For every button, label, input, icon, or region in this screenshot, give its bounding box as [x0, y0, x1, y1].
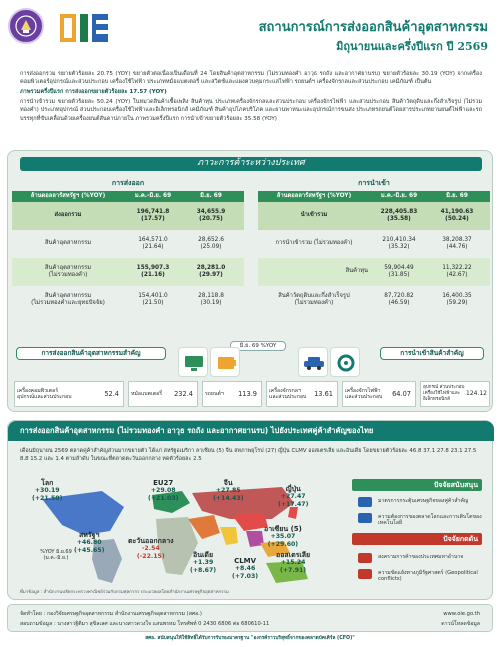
markets-text: เดือนมิถุนายน 2569 ตลาดคู่ค้าสำคัญส่วนมากขยายตัว ได้แก่ สหรัฐอเมริกา ลาเซียน (5) จีน สหภาพยุโรป (27) ญี่ปุ่น CLMV ออสเตรเลีย และอินเดีย โดยขยายตัวร้อยละ 46.8 37.1 27.8 23.1 27.5 8.8 15.2 และ 1.4 ตามลำดับ ในขณะที่ตลาดตะวันออกกลาง หดตัวร้อยละ 2.5 — [20, 448, 477, 463]
row-value-ytd: 164,571.0 (21.64) — [138, 236, 168, 250]
good-value: 124.12 — [466, 390, 487, 398]
market-china: จีน +27.85 (+14.43) — [213, 479, 244, 502]
good-name: อุปกรณ์ ส่วนประกอบ เครื่องใช้ไฟฟ้าและอิเล็กทรอนิกส์ — [423, 385, 465, 402]
import-row — [258, 202, 490, 230]
import-good-electronics — [420, 381, 490, 407]
risk-item: สงครามการค้าของประเทศมหาอำนาจ — [378, 554, 464, 560]
row-value-ytd: 155,907.3 (21.16) — [136, 264, 170, 278]
support-head: ปัจจัยสนับสนุน — [352, 479, 482, 491]
row-label: การนำเข้ารวม (ไม่รวมทองคำ) — [275, 240, 353, 247]
row-value-month: 34,655.9 (20.75) — [196, 208, 226, 222]
trade-title-bar — [20, 157, 482, 171]
yoy-legend: มิ.ย. 69 %YOY — [230, 341, 286, 351]
row-label: สินค้าอุตสาหกรรม (ไม่รวมทองคำและยุทธปัจจัย) — [31, 292, 105, 306]
import-good-electrical — [342, 381, 416, 407]
row-label: สินค้าทุน — [345, 268, 368, 275]
market-japan: ญี่ปุ่น +27.47 (+17.47) — [278, 485, 309, 508]
summary-export-half: ภาพรวมครึ่งปีแรก การส่งออกขยายตัวร้อยละ 17.57 (YOY) — [20, 89, 167, 96]
export-col2: มิ.ย. 69 — [200, 192, 222, 199]
import-goods-label: การนำเข้าสินค้าสำคัญ — [380, 347, 484, 360]
import-row — [258, 258, 490, 286]
import-table — [258, 179, 490, 314]
trade-title: ภาวะการค้าระหว่างประเทศ — [197, 158, 305, 168]
computer-icon — [178, 347, 208, 377]
good-name: หม้อแบตเตอรี่ — [131, 390, 163, 397]
trade-section — [7, 150, 493, 412]
export-col1: ม.ค.-มิ.ย. 69 — [134, 192, 172, 199]
import-col1: ม.ค.-มิ.ย. 69 — [380, 192, 418, 199]
export-good-car — [202, 381, 262, 407]
export-unit: ล้านดอลลาร์สหรัฐฯ (%YOY) — [30, 192, 106, 199]
summary — [20, 70, 482, 150]
row-value-ytd: 59,904.49 (31.85) — [384, 264, 414, 278]
conflict-icon — [358, 569, 372, 579]
row-value-ytd: 210,410.34 (35.32) — [382, 236, 416, 250]
export-goods-label: การส่งออกสินค้าอุตสาหกรรมสำคัญ — [16, 347, 166, 360]
footer-download-link[interactable]: ดาวน์โหลดข้อมูล — [441, 621, 480, 627]
markets-title-bar — [8, 421, 494, 441]
seal-icon — [15, 15, 37, 37]
market-middle-east: ตะวันออกกลาง -2.54 (-22.15) — [128, 537, 174, 560]
good-name: เครื่องคอมพิวเตอร์ อุปกรณ์และส่วนประกอบ — [17, 387, 72, 400]
summary-import-text: การนำเข้ารวม ขยายตัวร้อยละ 50.24 (YOY) ในหมวดสินค้าเชื้อเพลิง สินค้าทุน ประเภทเครื่องจักรกลและส่วนประกอบ เครื่องจักรไฟฟ้า และส่วนประกอบ สินค้าวัตถุดิบและกึ่งสำเร็จรูป (ไม่รวมทองคำ) ประเภทอุปกรณ์ ส่วนประกอบเครื่องใช้ไฟฟ้าและอิเล็กทรอนิกส์ เคมีภัณฑ์ สินค้าอุปโภคบริโภค และยานพาหนะและอุปกรณ์การขนส่ง ประเภทรถยนต์โดยสารประเภทยานยนต์ไฟฟ้าและรถบรรทุกที่ขับเคลื่อนด้วยเครื่องยนต์สันดาปภายใน ภาพรวมครึ่งปีแรก การนำเข้าขยายตัวร้อยละ 35.58 (YOY) — [20, 99, 482, 122]
good-value: 64.07 — [392, 389, 411, 398]
market-asean5: อาเซียน (5) +35.07 (+29.60) — [264, 525, 302, 548]
header — [0, 0, 500, 64]
import-row — [258, 230, 490, 258]
row-value-month: 11,322.22 (42.67) — [442, 264, 472, 278]
row-value-month: 28,118.8 (30.19) — [198, 292, 224, 306]
row-value-month: 28,652.6 (25.09) — [198, 236, 224, 250]
row-value-ytd: 196,741.8 (17.57) — [136, 208, 170, 222]
summary-export-text: การส่งออกรวม ขยายตัวร้อยละ 20.75 (YOY) ขยายตัวต่อเนื่องเป็นเดือนที่ 24 โดยสินค้าอุตสาหกรรม (ไม่รวมทองคำ อาวุธ รถถัง และอากาศยานรบ) ขยายตัวร้อยละ 30.19 (YOY) จากเครื่องคอมพิวเตอร์อุปกรณ์และส่วนประกอบ เครื่องใช้ไฟฟ้า ประเภทหม้อแบตเตอรี่ และสวิตช์และแผงควบคุมกระแสไฟฟ้า รถยนต์ฯ เครื่องจักรกลและส่วนประกอบ เคมีภัณฑ์ เป็นต้น — [20, 71, 482, 86]
import-row — [258, 286, 490, 314]
good-value: 52.4 — [104, 389, 119, 398]
war-icon — [358, 553, 372, 563]
import-good-machinery — [266, 381, 338, 407]
row-value-month: 28,281.0 (29.97) — [196, 264, 226, 278]
export-row — [12, 202, 244, 230]
row-value-ytd: 87,720.82 (46.59) — [384, 292, 414, 306]
market-world: โลก +30.19 (+21.50) — [32, 479, 63, 502]
row-value-month: 38,208.37 (44.76) — [442, 236, 472, 250]
page-subtitle: มิถุนายนและครึ่งปีแรก ปี 2569 — [336, 40, 488, 53]
footer — [7, 604, 493, 632]
export-row — [12, 286, 244, 314]
row-value-ytd: 228,405.83 (35.58) — [380, 208, 418, 222]
row-value-ytd: 154,401.0 (21.50) — [138, 292, 168, 306]
support-item: มาตรการกระตุ้นเศรษฐกิจของคู่ค้าสำคัญ — [378, 498, 469, 504]
market-australia: ออสเตรเลีย +15.24 (+7.91) — [276, 551, 311, 574]
market-eu27: EU27 +29.08 (+21.03) — [148, 479, 179, 502]
row-label: สินค้าอุตสาหกรรม — [44, 240, 92, 247]
source-note: ที่มาข้อมูล : สำนักงานปลัดกระทรวงพาณิชย์ร่วมกับกรมศุลกากร ประมวลผลโดยสำนักงานเศรษฐกิจอุตสาหกรรม — [20, 590, 229, 595]
page-title: สถานการณ์การส่งออกสินค้าอุตสาหกรรม — [258, 20, 488, 35]
ministry-logo — [8, 8, 44, 44]
row-label: ส่งออกรวม — [54, 212, 82, 219]
chart-up-icon — [358, 497, 372, 507]
car-icon — [298, 347, 328, 377]
good-value: 113.9 — [238, 389, 257, 398]
footer-contact: สอบถามข้อมูล : นางสาวฐิติมา สุขิลเลศ และนางสาวดวงใจ แสนพรหม โทรศัพท์ 0 2430 6806 ต่อ 680610-11 — [20, 621, 270, 627]
risk-item: ความขัดแย้งทางภูมิรัฐศาสตร์ (Geopolitical conflicts) — [378, 570, 478, 583]
export-row — [12, 230, 244, 258]
good-name: เครื่องจักรไฟฟ้า และส่วนประกอบ — [345, 387, 383, 400]
market-india: อินเดีย +1.39 (+8.67) — [190, 551, 217, 574]
import-band — [258, 191, 490, 202]
import-col2: มิ.ย. 69 — [446, 192, 468, 199]
globe-icon — [358, 513, 372, 523]
row-value-month: 16,400.35 (59.29) — [442, 292, 472, 306]
export-good-computer — [14, 381, 124, 407]
row-label: นำเข้ารวม — [300, 212, 328, 219]
battery-icon — [210, 347, 240, 377]
row-label: สินค้าอุตสาหกรรม (ไม่รวมทองคำ) — [44, 264, 92, 278]
export-row — [12, 258, 244, 286]
good-name: เครื่องจักรกลฯ และส่วนประกอบ — [269, 387, 307, 400]
oie-logo — [58, 12, 118, 44]
footer-prepared-by: จัดทำโดย : กองวิจัยเศรษฐกิจอุตสาหกรรม สำนักงานเศรษฐกิจอุตสาหกรรม (สศอ.) — [20, 611, 202, 617]
good-value: 232.4 — [174, 389, 193, 398]
row-label: สินค้าวัตถุดิบและกึ่งสำเร็จรูป (ไม่รวมทองคำ) — [278, 292, 350, 306]
markets-title: การส่งออกสินค้าอุตสาหกรรม (ไม่รวมทองคำ อาวุธ รถถัง และอากาศยานรบ) ไปยังประเทศคู่ค้าสำคัญของไทย — [20, 426, 374, 435]
support-item: ความต้องการของตลาดโลกและการเติบโตของเทคโนโลยี — [378, 514, 482, 527]
footer-website-link[interactable]: www.oie.go.th — [443, 611, 480, 617]
import-head: การนำเข้า — [358, 179, 390, 187]
row-value-month: 41,190.63 (50.24) — [440, 208, 474, 222]
export-band — [12, 191, 244, 202]
export-table — [12, 179, 244, 314]
credit-line: สศอ. สนับสนุนให้ใช้สิทธิ์ได้รับการรับรองมาตรฐาน "องกรค์ราวบริสุทธิ์จากของตลาดบัคเคิร์ล (CFO)" — [145, 636, 355, 641]
export-good-battery — [128, 381, 198, 407]
import-unit: ล้านดอลลาร์สหรัฐฯ (%YOY) — [276, 192, 352, 199]
market-clmv: CLMV +8.46 (+7.03) — [232, 557, 259, 580]
markets-section — [7, 420, 493, 600]
good-name: รถยนต์ฯ — [205, 390, 224, 397]
export-head: การส่งออก — [111, 179, 145, 187]
good-value: 13.61 — [314, 389, 333, 398]
risk-head: ปัจจัยกดดัน — [352, 533, 482, 545]
market-usa: สหรัฐฯ +46.80 (+45.65) — [74, 531, 105, 554]
yoy-note: %YOY มิ.ย.69 (ม.ค.-มิ.ย.) — [40, 549, 72, 562]
machine-icon — [330, 347, 360, 377]
